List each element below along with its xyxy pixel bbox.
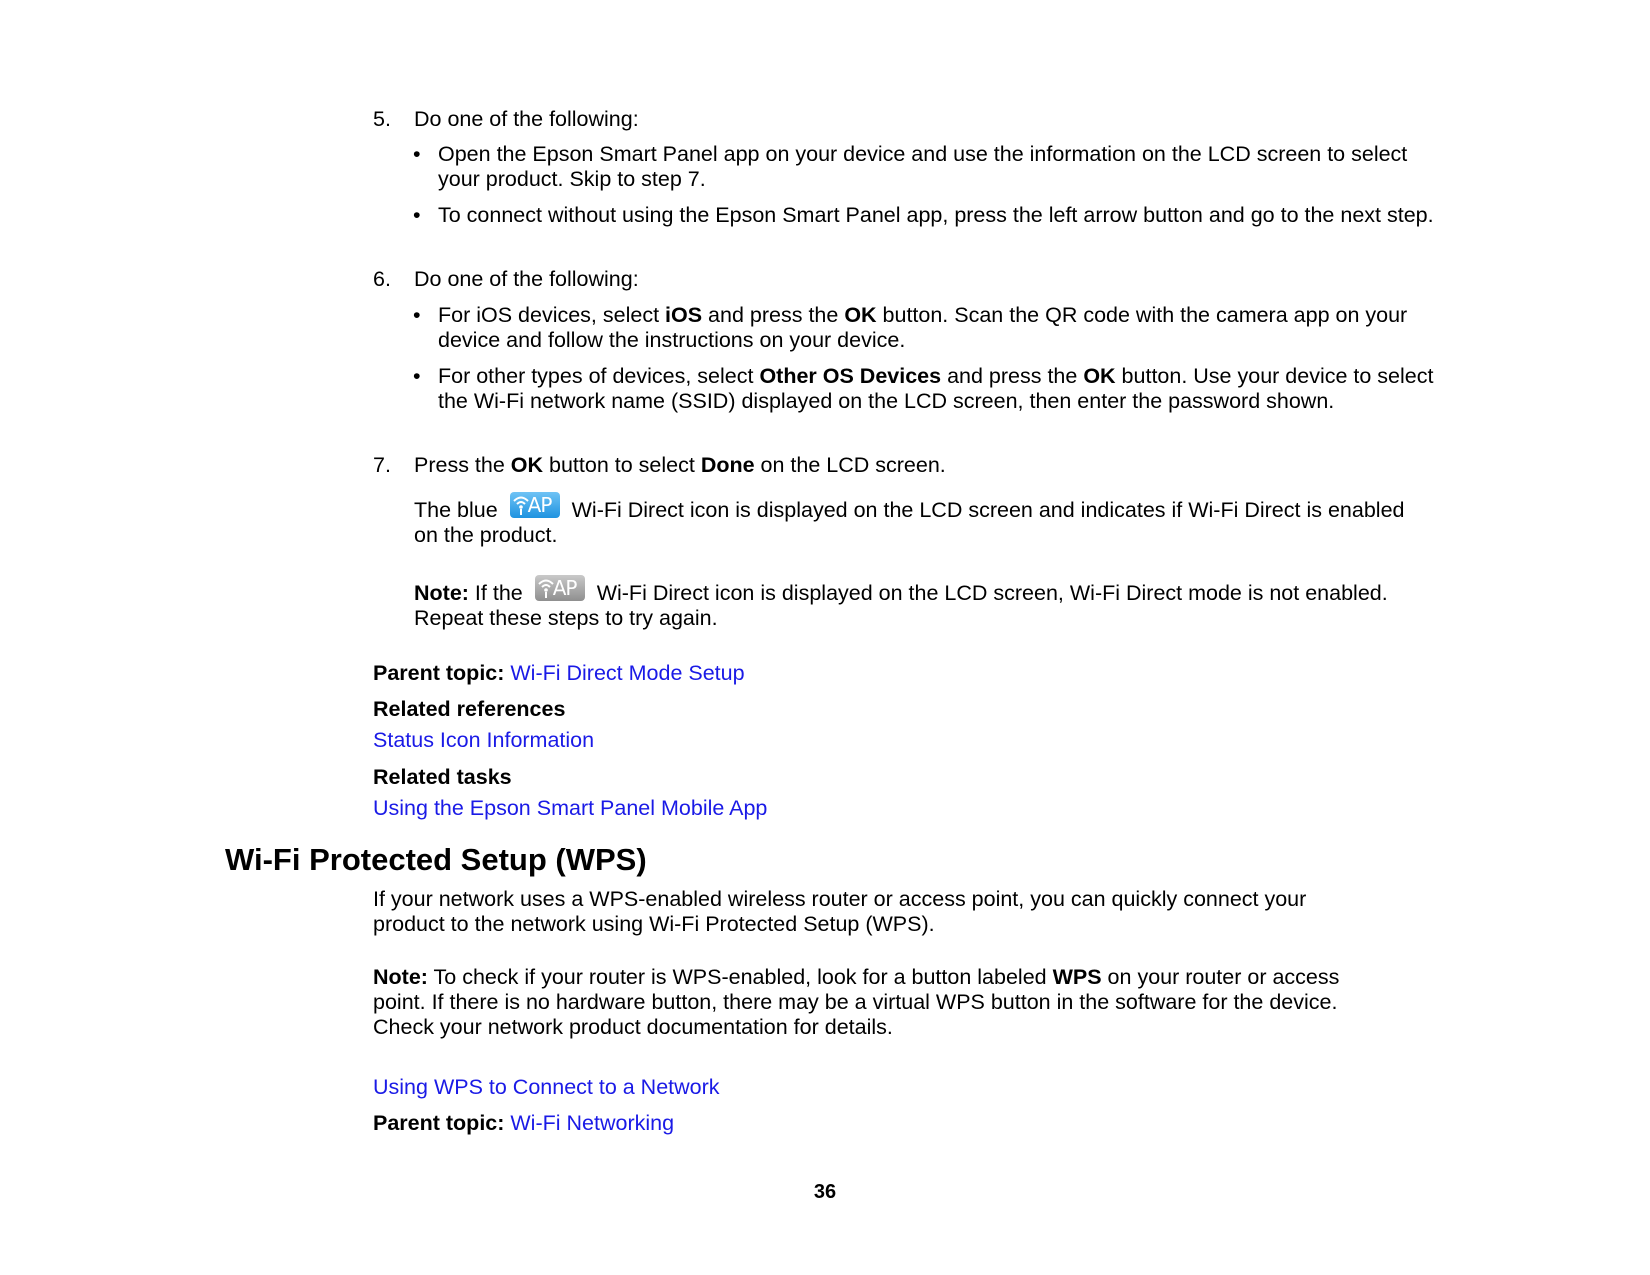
section-heading: Wi-Fi Protected Setup (WPS) — [225, 842, 647, 877]
parent-topic — [373, 661, 1383, 686]
bullet-text: For other types of devices, select Other OS Devices and press the OK button. Use your device to select the Wi-Fi network name (SSID) displayed on the LCD screen, then enter the password shown. — [438, 364, 1434, 413]
wps-connect-link-row — [373, 1075, 1383, 1100]
step-text: Do one of the following: — [414, 267, 639, 291]
step-text: Do one of the following: — [414, 107, 639, 131]
bullet-icon: • — [413, 303, 421, 327]
bullet-icon: • — [413, 364, 421, 388]
wifi-direct-blue-icon: AP — [510, 492, 560, 518]
note-paragraph: Note: If the AP Wi-Fi Direct icon is displayed on the LCD screen, Wi-Fi Direct mode is not enabled. Repeat these steps to try again. — [414, 576, 1388, 630]
bullet-text: For iOS devices, select iOS and press the OK button. Scan the QR code with the camera app on your device and follow the instructions on your device. — [438, 303, 1408, 352]
parent-topic-label: Parent topic: — [373, 661, 505, 685]
parent-topic-label: Parent topic: — [373, 1111, 505, 1135]
step-number: 7. — [373, 453, 391, 477]
bullet-icon: • — [413, 203, 421, 227]
parent-topic-link[interactable]: Wi-Fi Direct Mode Setup — [510, 661, 745, 685]
wifi-networking-link[interactable]: Wi-Fi Networking — [510, 1111, 675, 1135]
wps-connect-link[interactable]: Using WPS to Connect to a Network — [373, 1075, 720, 1099]
wps-intro: If your network uses a WPS-enabled wireless router or access point, you can quickly connect your product to the network using Wi-Fi Protected Setup (WPS). — [373, 887, 1307, 936]
related-references-heading: Related references — [373, 697, 566, 721]
bullet-text: Open the Epson Smart Panel app on your device and use the information on the LCD screen to select your product. Skip to step 7. — [438, 142, 1408, 191]
related-tasks-heading: Related tasks — [373, 765, 512, 789]
note-label: Note: — [414, 581, 469, 605]
related-reference-link-row — [373, 728, 1383, 753]
step-number: 6. — [373, 267, 391, 291]
bullet-text: To connect without using the Epson Smart Panel app, press the left arrow button and go to the next step. — [438, 203, 1434, 227]
smart-panel-app-link[interactable]: Using the Epson Smart Panel Mobile App — [373, 796, 768, 820]
wps-parent-topic — [373, 1111, 1383, 1136]
step-number: 5. — [373, 107, 391, 131]
status-icon-information-link[interactable]: Status Icon Information — [373, 728, 595, 752]
wifi-direct-gray-icon: AP — [535, 575, 585, 601]
page-number: 36 — [813, 1181, 837, 1203]
related-task-link-row — [373, 796, 1383, 821]
wps-note: Note: To check if your router is WPS-enabled, look for a button labeled WPS on your router or access point. If there is no hardware button, there may be a virtual WPS button in the software for the device. Check your network product documentation for details. — [373, 965, 1340, 1039]
note-label: Note: — [373, 965, 428, 989]
step-text: Press the OK button to select Done on the LCD screen. — [414, 453, 946, 477]
bullet-icon: • — [413, 142, 421, 166]
blue-icon-paragraph: The blue AP Wi-Fi Direct icon is displayed on the LCD screen and indicates if Wi-Fi Direct is enabled on the product. — [414, 493, 1405, 547]
